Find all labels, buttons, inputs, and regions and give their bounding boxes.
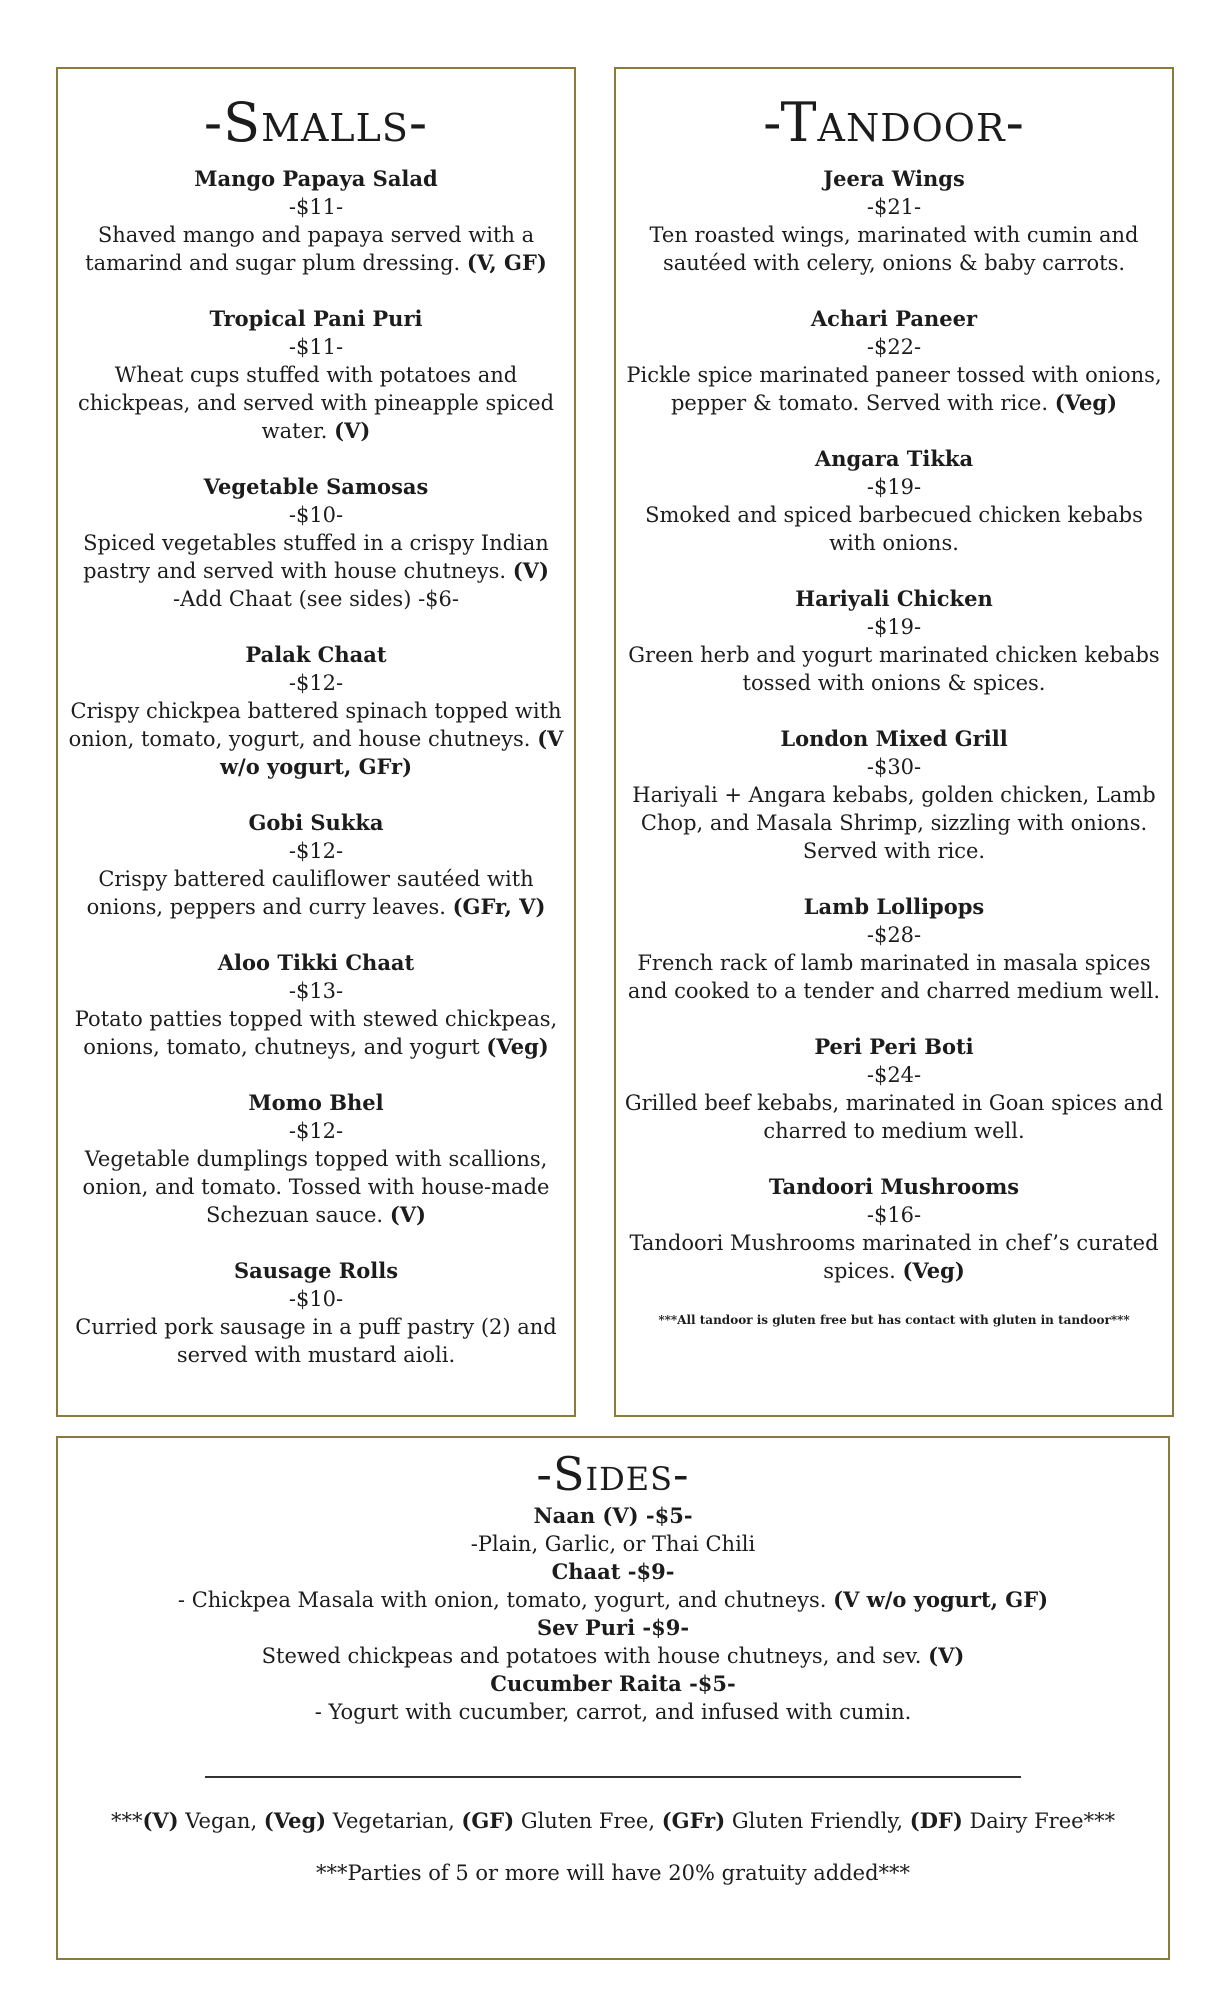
tandoor-gluten-note: ***All tandoor is gluten free but has contact with gluten in tandoor*** [658,1313,1130,1327]
item-description: Curried pork sausage in a puff pastry (2) and served with mustard aioli. [75,1315,557,1367]
smalls-title: -Smalls- [203,91,429,154]
item-name: Momo Bhel [248,1090,384,1115]
item-addon: -Add Chaat (see sides) -$6- [173,587,459,611]
menu-item [616,893,1172,1005]
menu-item [616,1033,1172,1145]
smalls-items [58,165,574,1369]
item-description: Shaved mango and papaya served with a tamarind and sugar plum dressing. [85,223,535,275]
legend-suffix: *** [1083,1809,1116,1833]
side-name: Naan (V) -$5- [533,1503,693,1528]
diet-tag: (V w/o yogurt, GF) [833,1587,1049,1612]
legend-df: (DF) [909,1808,963,1833]
item-name: Mango Papaya Salad [194,166,438,191]
diet-tag: (V) [334,418,371,443]
menu-item [58,305,574,445]
item-price: -$19- [866,615,922,639]
item-price: -$16- [866,1203,922,1227]
menu-item [58,1257,574,1369]
diet-tag: (V) [512,558,549,583]
item-name: Aloo Tikki Chaat [217,950,415,975]
item-name: Jeera Wings [823,166,965,191]
item-description: Tandoori Mushrooms marinated in chef’s curated spices. [629,1231,1159,1283]
side-name: Chaat -$9- [551,1559,675,1584]
item-name: Palak Chaat [245,642,387,667]
sides-list [58,1502,1168,1726]
item-description: Wheat cups stuffed with potatoes and chickpeas, and served with pineapple spiced water. [77,363,555,443]
menu-item [58,165,574,277]
diet-tag: (V, GF) [466,250,547,275]
divider [205,1776,1021,1778]
item-name: Lamb Lollipops [803,894,985,919]
legend-gf: (GF) [461,1808,515,1833]
diet-tag: (Veg) [902,1258,965,1283]
diet-tag: (V w/o yogurt, GFr) [219,726,564,779]
item-name: Hariyali Chicken [795,586,993,611]
menu-item [616,725,1172,865]
legend-gf-text: Gluten Free, [514,1809,662,1833]
item-price: -$30- [866,755,922,779]
item-description: Pickle spice marinated paneer tossed with onions, pepper & tomato. Served with rice. [626,363,1162,415]
item-description: Crispy battered cauliflower sautéed with onions, peppers and curry leaves. [86,867,534,919]
legend-v-text: Vegan, [178,1809,264,1833]
legend-prefix: *** [110,1809,143,1833]
diet-legend [58,1808,1168,1833]
item-price: -$11- [288,195,344,219]
menu-item [58,1089,574,1229]
diet-tag: (V) [928,1643,965,1668]
gratuity-note: ***Parties of 5 or more will have 20% gratuity added*** [315,1861,911,1885]
side-description: -Plain, Garlic, or Thai Chili [470,1532,756,1556]
item-price: -$22- [866,335,922,359]
smalls-section [56,67,576,1417]
diet-tag: (V) [389,1202,426,1227]
item-description: French rack of lamb marinated in masala spices and cooked to a tender and charred medium well. [627,951,1161,1003]
legend-gfr-text: Gluten Friendly, [725,1809,910,1833]
item-name: Tandoori Mushrooms [768,1174,1020,1199]
menu-item [58,641,574,781]
item-price: -$11- [288,335,344,359]
item-price: -$12- [288,1119,344,1143]
item-name: London Mixed Grill [780,726,1008,751]
menu-item [616,585,1172,697]
item-price: -$12- [288,839,344,863]
item-description: Grilled beef kebabs, marinated in Goan spices and charred to medium well. [624,1091,1164,1143]
legend-gfr: (GFr) [661,1808,726,1833]
item-name: Gobi Sukka [248,810,384,835]
item-description: Hariyali + Angara kebabs, golden chicken, Lamb Chop, and Masala Shrimp, sizzling with onions. Served with rice. [632,783,1156,863]
item-description: Ten roasted wings, marinated with cumin and sautéed with celery, onions & baby carrots. [649,223,1139,275]
menu-item [616,165,1172,277]
item-price: -$13- [288,979,344,1003]
menu-item [616,445,1172,557]
menu-item [616,305,1172,417]
diet-tag: (GFr, V) [452,894,546,919]
side-description: - Chickpea Masala with onion, tomato, yogurt, and chutneys. [177,1588,827,1612]
tandoor-items [616,165,1172,1285]
item-description: Green herb and yogurt marinated chicken kebabs tossed with onions & spices. [628,643,1160,695]
side-name: Sev Puri -$9- [536,1615,690,1640]
item-price: -$28- [866,923,922,947]
item-description: Potato patties topped with stewed chickpeas, onions, tomato, chutneys, and yogurt [74,1007,558,1059]
diet-tag: (Veg) [486,1034,549,1059]
side-description: Stewed chickpeas and potatoes with house chutneys, and sev. [261,1644,922,1668]
tandoor-title: -Tandoor- [763,91,1025,154]
legend-veg-text: Vegetarian, [326,1809,462,1833]
item-name: Tropical Pani Puri [209,306,423,331]
menu-item [616,1173,1172,1285]
tandoor-section [614,67,1174,1417]
item-description: Vegetable dumplings topped with scallions, onion, and tomato. Tossed with house-made Schezuan sauce. [82,1147,550,1227]
item-price: -$10- [288,1287,344,1311]
item-description: Spiced vegetables stuffed in a crispy Indian pastry and served with house chutneys. [83,531,549,583]
diet-tag: (Veg) [1054,390,1118,415]
item-name: Vegetable Samosas [203,474,429,499]
item-name: Achari Paneer [810,306,978,331]
item-name: Sausage Rolls [233,1258,399,1283]
sides-title: -Sides- [536,1447,690,1501]
menu-item [58,809,574,921]
menu-item [58,949,574,1061]
legend-veg: (Veg) [263,1808,327,1833]
sides-section [56,1436,1170,1960]
menu-item [58,473,574,613]
item-price: -$19- [866,475,922,499]
item-price: -$10- [288,503,344,527]
item-description: Smoked and spiced barbecued chicken kebabs with onions. [645,503,1143,555]
legend-v: (V) [142,1808,179,1833]
side-name: Cucumber Raita -$5- [490,1671,736,1696]
item-price: -$21- [866,195,922,219]
item-price: -$12- [288,671,344,695]
side-description: - Yogurt with cucumber, carrot, and infused with cumin. [314,1700,912,1724]
item-name: Peri Peri Boti [814,1034,974,1059]
item-price: -$24- [866,1063,922,1087]
legend-df-text: Dairy Free [962,1809,1084,1833]
item-name: Angara Tikka [814,446,974,471]
item-description: Crispy chickpea battered spinach topped with onion, tomato, yogurt, and house chutneys. [68,699,562,751]
